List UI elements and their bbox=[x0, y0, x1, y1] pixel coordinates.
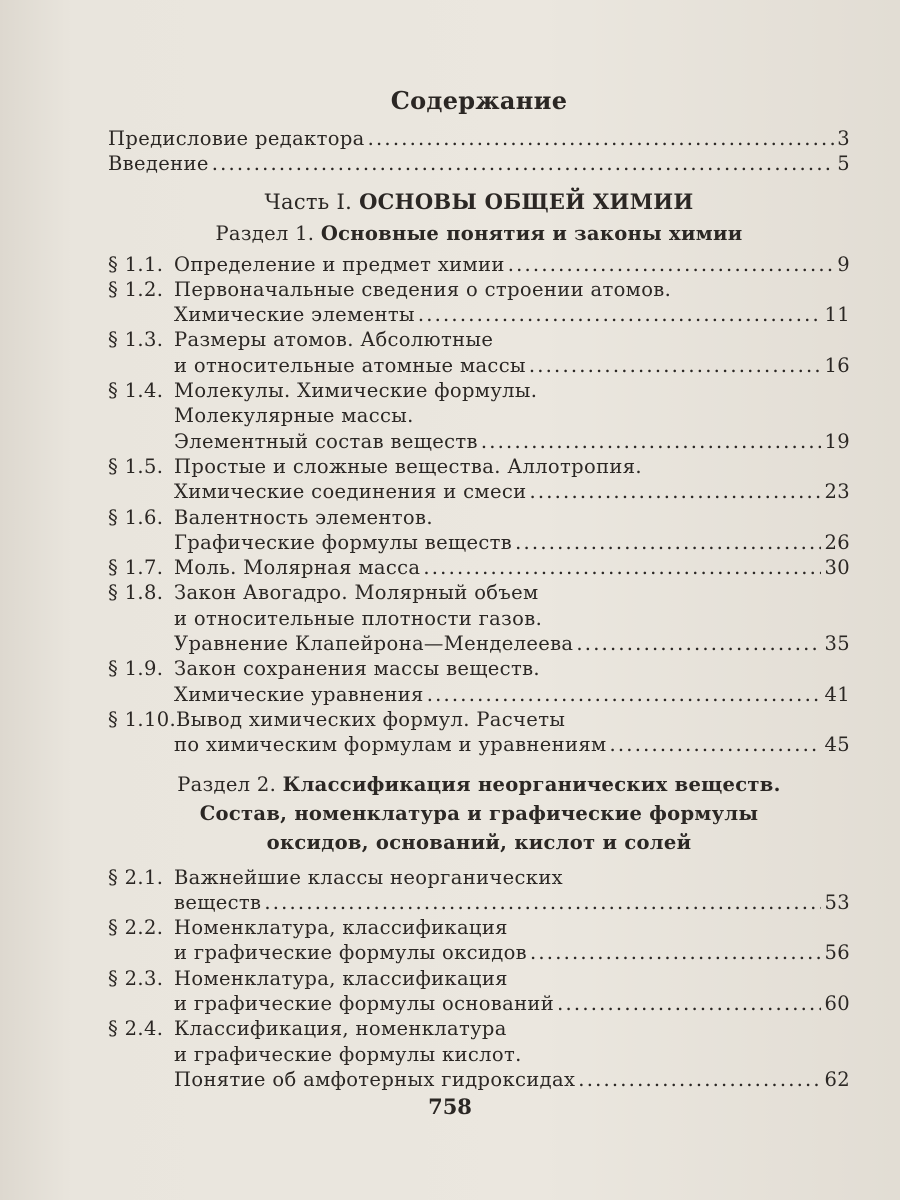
section-label: Раздел 2. bbox=[177, 772, 277, 796]
toc-entry-line bbox=[108, 656, 850, 681]
toc-entry bbox=[108, 656, 850, 707]
section-title: оксидов, оснований, кислот и солей bbox=[266, 830, 692, 854]
dot-leader bbox=[610, 732, 822, 757]
toc-entry bbox=[108, 151, 850, 176]
page-ref: 23 bbox=[824, 480, 850, 504]
toc-entry-line bbox=[108, 1016, 850, 1041]
page-ref: 30 bbox=[824, 556, 850, 580]
toc-entry bbox=[108, 707, 850, 758]
toc-entry-line bbox=[108, 732, 850, 757]
toc-entry-line bbox=[108, 580, 850, 605]
section-heading-line bbox=[108, 770, 850, 799]
toc-entry-line bbox=[108, 1042, 850, 1067]
section-heading-line bbox=[108, 799, 850, 828]
entry-title: Химические уравнения bbox=[174, 682, 424, 706]
page-ref: 41 bbox=[824, 682, 850, 706]
dot-leader bbox=[557, 991, 821, 1016]
entry-title: Первоначальные сведения о строении атомов. bbox=[174, 277, 672, 301]
toc-entry-line bbox=[108, 353, 850, 378]
section-heading-line bbox=[108, 828, 850, 857]
table-of-contents bbox=[108, 86, 850, 1092]
page-title: Содержание bbox=[390, 86, 568, 115]
entry-title: Молекулы. Химические формулы. bbox=[174, 379, 538, 403]
page-ref: 35 bbox=[824, 632, 850, 656]
section-title: Состав, номенклатура и графические формулы bbox=[199, 801, 759, 825]
section-number: § 2.4. bbox=[108, 1017, 164, 1041]
entry-title: Химические элементы bbox=[174, 303, 415, 327]
toc-entry-line bbox=[108, 403, 850, 428]
toc-entry-line bbox=[108, 631, 850, 656]
toc-entry-line bbox=[108, 151, 850, 176]
toc-entry-line bbox=[108, 1067, 850, 1092]
toc-entry-line bbox=[108, 707, 850, 732]
toc-entry bbox=[108, 966, 850, 1017]
entry-title: Моль. Молярная масса bbox=[174, 556, 421, 580]
dot-leader bbox=[530, 940, 821, 965]
dot-leader bbox=[515, 530, 821, 555]
entry-title: Размеры атомов. Абсолютные bbox=[174, 328, 494, 352]
dot-leader bbox=[508, 252, 835, 277]
section-number: § 1.8. bbox=[108, 581, 164, 605]
toc-entry bbox=[108, 580, 850, 656]
toc-entry-line bbox=[108, 865, 850, 890]
toc-entry-line bbox=[108, 890, 850, 915]
toc-entry-line bbox=[108, 277, 850, 302]
toc-entry bbox=[108, 327, 850, 378]
entry-title: Валентность элементов. bbox=[174, 505, 433, 529]
dot-leader bbox=[529, 353, 822, 378]
dot-leader bbox=[578, 1067, 821, 1092]
section-heading bbox=[108, 770, 850, 857]
dot-leader bbox=[529, 479, 821, 504]
dot-leader bbox=[423, 555, 821, 580]
toc-entry-line bbox=[108, 327, 850, 352]
sections bbox=[108, 219, 850, 1093]
section-number: § 1.10. bbox=[108, 707, 177, 731]
dot-leader bbox=[368, 126, 835, 151]
section-number: § 1.2. bbox=[108, 277, 164, 301]
page-ref: 60 bbox=[824, 992, 850, 1016]
toc-entry bbox=[108, 454, 850, 505]
entry-title: и графические формулы оснований bbox=[174, 992, 555, 1016]
entry-title: Вывод химических формул. Расчеты bbox=[176, 707, 566, 731]
toc-entry bbox=[108, 277, 850, 328]
entry-title: и относительные плотности газов. bbox=[174, 606, 543, 630]
toc-entry-line bbox=[108, 454, 850, 479]
section-label: Раздел 1. bbox=[215, 221, 315, 245]
section-number: § 2.2. bbox=[108, 916, 164, 940]
page-ref: 9 bbox=[837, 252, 850, 276]
page-ref: 56 bbox=[824, 941, 850, 965]
entry-title: Номенклатура, классификация bbox=[174, 966, 508, 990]
dot-leader bbox=[576, 631, 821, 656]
dot-leader bbox=[418, 302, 822, 327]
entry-title: и графические формулы оксидов bbox=[174, 941, 528, 965]
entry-title: по химическим формулам и уравнениям bbox=[174, 733, 607, 757]
part-label: Часть I. bbox=[264, 189, 353, 214]
page-number: 758 bbox=[428, 1094, 472, 1119]
section-number: § 1.4. bbox=[108, 379, 164, 403]
toc-entry-line bbox=[108, 252, 850, 277]
section-title: Классификация неорганических веществ. bbox=[282, 772, 781, 796]
toc-entry-line bbox=[108, 915, 850, 940]
part-title: ОСНОВЫ ОБЩЕЙ ХИМИИ bbox=[359, 188, 694, 214]
page-ref: 3 bbox=[837, 127, 850, 150]
toc-entry-line bbox=[108, 682, 850, 707]
toc-entry-line bbox=[108, 479, 850, 504]
entry-title: Номенклатура, классификация bbox=[174, 916, 508, 940]
toc-entry-line bbox=[108, 302, 850, 327]
toc-entry-line bbox=[108, 555, 850, 580]
toc-entry bbox=[108, 126, 850, 151]
toc-entry bbox=[108, 865, 850, 916]
toc-entry-line bbox=[108, 966, 850, 991]
toc-entry-line bbox=[108, 606, 850, 631]
page-ref: 53 bbox=[824, 890, 850, 914]
page-ref: 26 bbox=[824, 530, 850, 554]
page-ref: 11 bbox=[824, 303, 850, 327]
section-number: § 1.9. bbox=[108, 657, 164, 681]
dot-leader bbox=[264, 890, 821, 915]
toc-entry-line bbox=[108, 530, 850, 555]
toc-entry-line bbox=[108, 378, 850, 403]
dot-leader bbox=[481, 429, 822, 454]
entry-title: Определение и предмет химии bbox=[174, 252, 505, 276]
page-ref: 5 bbox=[837, 152, 850, 176]
toc-entry bbox=[108, 1016, 850, 1092]
entry-title: Классификация, номенклатура bbox=[174, 1017, 507, 1041]
entry-title: Простые и сложные вещества. Аллотропия. bbox=[174, 454, 642, 478]
entry-title: Элементный состав веществ bbox=[174, 429, 478, 453]
entry-title: Графические формулы веществ bbox=[174, 530, 513, 554]
section-number: § 1.5. bbox=[108, 454, 164, 478]
page-ref: 19 bbox=[824, 429, 850, 453]
entry-title: Молекулярные массы. bbox=[174, 404, 414, 428]
entry-title: Химические соединения и смеси bbox=[174, 480, 527, 504]
page-ref: 45 bbox=[824, 733, 850, 757]
entry-title: и графические формулы кислот. bbox=[174, 1042, 522, 1066]
toc-entry-line bbox=[108, 991, 850, 1016]
dot-leader bbox=[427, 682, 822, 707]
entry-title: и относительные атомные массы bbox=[174, 353, 526, 377]
toc-entry bbox=[108, 555, 850, 580]
entry-title: Уравнение Клапейрона—Менделеева bbox=[174, 632, 574, 656]
section-number: § 1.1. bbox=[108, 252, 164, 276]
toc-entry-line bbox=[108, 505, 850, 530]
page-ref: 16 bbox=[824, 353, 850, 377]
entry-title: Закон Авогадро. Молярный объем bbox=[174, 581, 539, 605]
section-number: § 2.1. bbox=[108, 865, 164, 889]
section-heading-line bbox=[108, 219, 850, 248]
dot-leader bbox=[212, 151, 835, 176]
toc-entry bbox=[108, 378, 850, 454]
section-number: § 1.3. bbox=[108, 328, 164, 352]
toc-entry bbox=[108, 505, 850, 556]
section-heading bbox=[108, 219, 850, 248]
toc-entry bbox=[108, 252, 850, 277]
part-heading bbox=[108, 187, 850, 217]
toc-entry-line bbox=[108, 429, 850, 454]
section-number: § 2.3. bbox=[108, 966, 164, 990]
entry-title: Закон сохранения массы веществ. bbox=[174, 657, 540, 681]
entry-title: Важнейшие классы неорганических bbox=[174, 865, 564, 889]
toc-entry-line bbox=[108, 940, 850, 965]
entry-title: Предисловие редактора bbox=[108, 127, 365, 150]
toc-entry bbox=[108, 915, 850, 966]
page-ref: 62 bbox=[824, 1067, 850, 1091]
entry-title: Понятие об амфотерных гидроксидах bbox=[174, 1067, 576, 1091]
entry-title: Введение bbox=[108, 152, 209, 176]
toc-entry-line bbox=[108, 126, 850, 151]
entry-title: веществ bbox=[174, 890, 262, 914]
front-matter bbox=[108, 126, 850, 177]
section-number: § 1.7. bbox=[108, 556, 164, 580]
section-title: Основные понятия и законы химии bbox=[320, 221, 743, 245]
section-number: § 1.6. bbox=[108, 505, 164, 529]
